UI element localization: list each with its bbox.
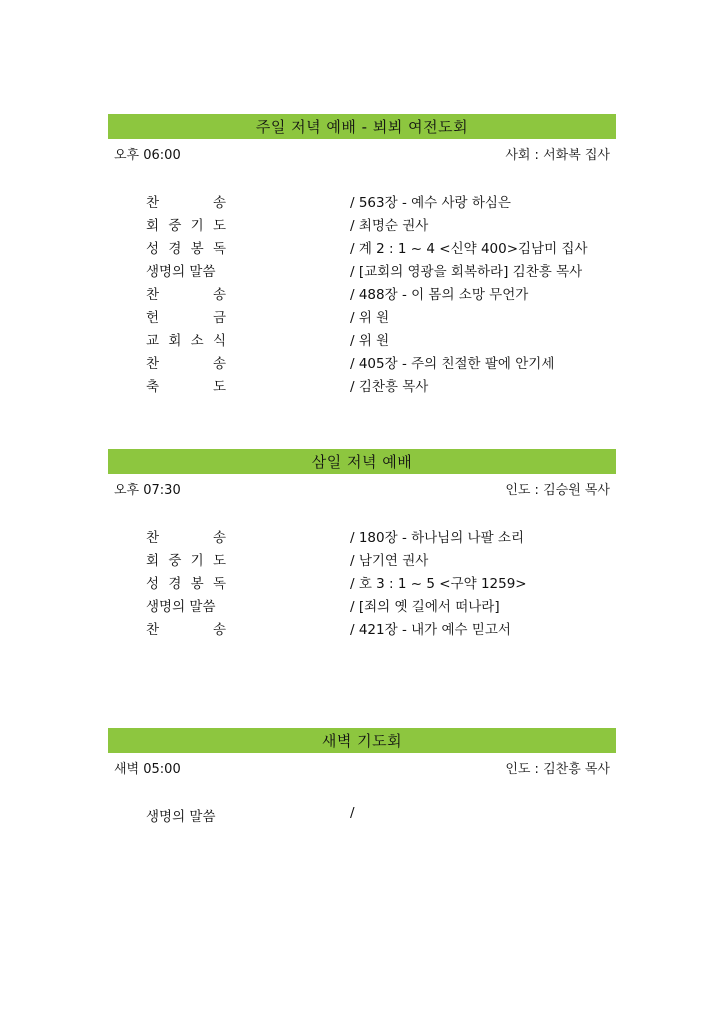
item-label: 생명의 말씀 xyxy=(146,809,216,825)
item-value: / 김찬흥 목사 xyxy=(350,379,429,395)
order-item xyxy=(108,803,616,826)
item-label: 찬 송 xyxy=(146,356,226,372)
order-item xyxy=(108,547,616,570)
section-wednesday-evening xyxy=(108,449,616,639)
section-title: 주일 저녁 예배 - 뵈뵈 여전도회 xyxy=(108,114,616,139)
order-item xyxy=(108,281,616,304)
section-meta xyxy=(108,139,616,165)
order-item xyxy=(108,258,616,281)
item-label: 찬 송 xyxy=(146,195,226,211)
order-item xyxy=(108,235,616,258)
order-list xyxy=(108,524,616,639)
item-value: / 405장 - 주의 친절한 팔에 안기세 xyxy=(350,356,555,372)
item-label: 헌 금 xyxy=(146,310,226,326)
item-label: 성 경 봉 독 xyxy=(146,576,226,592)
item-value: / 421장 - 내가 예수 믿고서 xyxy=(350,622,511,638)
section-sunday-evening xyxy=(108,114,616,396)
item-value: / [교회의 영광을 회복하라] 김찬흥 목사 xyxy=(350,264,583,280)
section-title: 새벽 기도회 xyxy=(108,728,616,753)
order-list xyxy=(108,189,616,396)
service-time: 오후 06:00 xyxy=(114,148,181,163)
item-value: / 위 원 xyxy=(350,333,390,349)
order-item xyxy=(108,304,616,327)
service-leader: 인도 : 김찬흥 목사 xyxy=(505,762,610,777)
item-value: / 호 3 : 1 ~ 5 <구약 1259> xyxy=(350,576,527,592)
item-value: / xyxy=(350,805,355,821)
service-leader: 인도 : 김승원 목사 xyxy=(505,483,610,498)
item-label: 찬 송 xyxy=(146,287,226,303)
item-value: / 563장 - 예수 사랑 하심은 xyxy=(350,195,511,211)
item-label: 찬 송 xyxy=(146,622,226,638)
order-item xyxy=(108,570,616,593)
service-time: 새벽 05:00 xyxy=(114,762,181,777)
item-label: 찬 송 xyxy=(146,530,226,546)
order-item xyxy=(108,524,616,547)
item-label: 성 경 봉 독 xyxy=(146,241,226,257)
item-label: 회 중 기 도 xyxy=(146,553,226,569)
item-value: / 남기연 권사 xyxy=(350,553,429,569)
order-item xyxy=(108,373,616,396)
order-item xyxy=(108,212,616,235)
item-value: / 최명순 권사 xyxy=(350,218,429,234)
section-dawn-prayer xyxy=(108,728,616,826)
item-label: 생명의 말씀 xyxy=(146,264,216,280)
service-leader: 사회 : 서화복 집사 xyxy=(505,148,610,163)
item-label: 생명의 말씀 xyxy=(146,599,216,615)
order-item xyxy=(108,350,616,373)
item-value: / [죄의 옛 길에서 떠나라] xyxy=(350,599,500,615)
service-time: 오후 07:30 xyxy=(114,483,181,498)
item-value: / 계 2 : 1 ~ 4 <신약 400>김남미 집사 xyxy=(350,241,588,257)
item-value: / 180장 - 하나님의 나팔 소리 xyxy=(350,530,525,546)
section-title: 삼일 저녁 예배 xyxy=(108,449,616,474)
item-label: 축 도 xyxy=(146,379,226,395)
order-item xyxy=(108,189,616,212)
order-item xyxy=(108,616,616,639)
section-meta xyxy=(108,474,616,500)
item-label: 회 중 기 도 xyxy=(146,218,226,234)
section-meta xyxy=(108,753,616,779)
order-list xyxy=(108,803,616,826)
item-label: 교 회 소 식 xyxy=(146,333,226,349)
item-value: / 488장 - 이 몸의 소망 무언가 xyxy=(350,287,529,303)
order-item xyxy=(108,327,616,350)
item-value: / 위 원 xyxy=(350,310,390,326)
order-item xyxy=(108,593,616,616)
